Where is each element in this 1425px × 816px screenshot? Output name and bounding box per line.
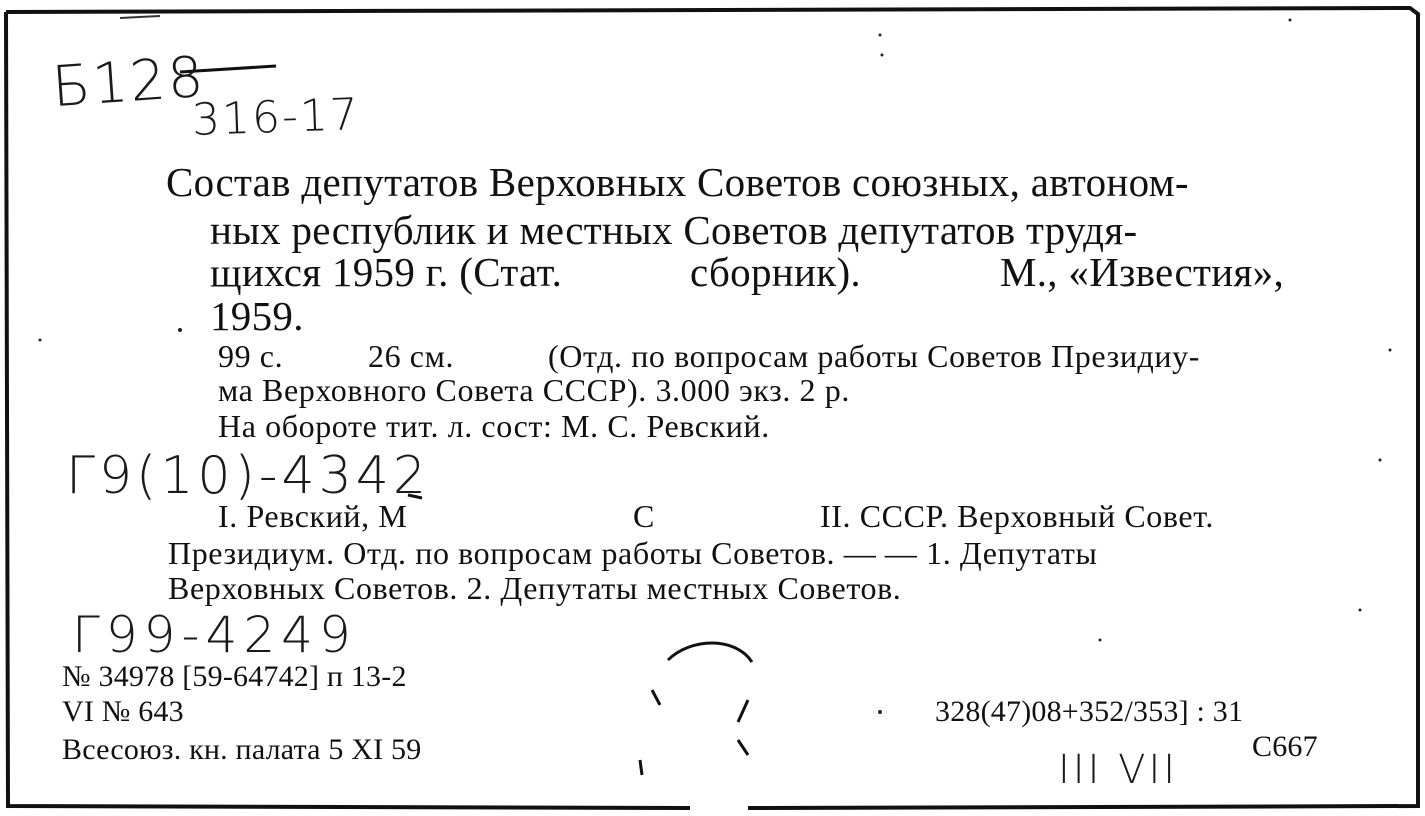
title-line-3-b: сборник). bbox=[690, 249, 861, 295]
tracing-line-3: Верховных Советов. 2. Депутаты местных Советов. bbox=[168, 570, 902, 606]
footer-number: № 34978 [59-64742] п 13-2 bbox=[62, 660, 407, 693]
tracing-line-1-b: С bbox=[633, 498, 655, 534]
title-line-4: 1959. bbox=[210, 293, 304, 339]
collation-size: 26 см. bbox=[368, 338, 455, 374]
handwritten-class-code: Г9(10)-4342 bbox=[66, 446, 430, 506]
tracing-line-2: Президиум. Отд. по вопросам работы Советов. — — 1. Депутаты bbox=[168, 535, 1098, 571]
punch-hole bbox=[640, 643, 752, 775]
footer-classification: 328(47)08+352/353] : 31 bbox=[935, 695, 1244, 728]
handwritten-top-code: Б128 bbox=[49, 44, 208, 121]
handwritten-lower-code: Г99-4249 bbox=[72, 606, 357, 664]
footer-vi: VI № 643 bbox=[62, 695, 184, 728]
footer-author-mark: С667 bbox=[1252, 730, 1318, 763]
handwritten-top-subcode: 316-17 bbox=[191, 89, 361, 146]
collation-note-a: (Отд. по вопросам работы Советов Президиу- bbox=[548, 338, 1201, 374]
collation-verso: На обороте тит. л. сост: М. С. Ревский. bbox=[218, 408, 770, 444]
title-line-1: Состав депутатов Верховных Советов союзных, автоном- bbox=[166, 159, 1189, 205]
collation-pages: 99 с. bbox=[218, 338, 284, 374]
tracing-line-1-c: II. СССР. Верховный Совет. bbox=[820, 498, 1214, 534]
title-line-3-c: М., «Известия», bbox=[1000, 249, 1285, 295]
title-line-3-a: щихся 1959 г. (Стат. bbox=[210, 249, 563, 295]
handwritten-bottom-mark: III VII bbox=[1058, 747, 1179, 793]
tracing-line-1-a: I. Ревский, М bbox=[218, 498, 408, 534]
title-line-2: ных республик и местных Советов депутатов трудя- bbox=[210, 207, 1138, 253]
footer-chamber: Всесоюз. кн. палата 5 XI 59 bbox=[62, 733, 422, 766]
collation-note-b: ма Верховного Совета СССР). 3.000 экз. 2 р. bbox=[218, 372, 850, 408]
